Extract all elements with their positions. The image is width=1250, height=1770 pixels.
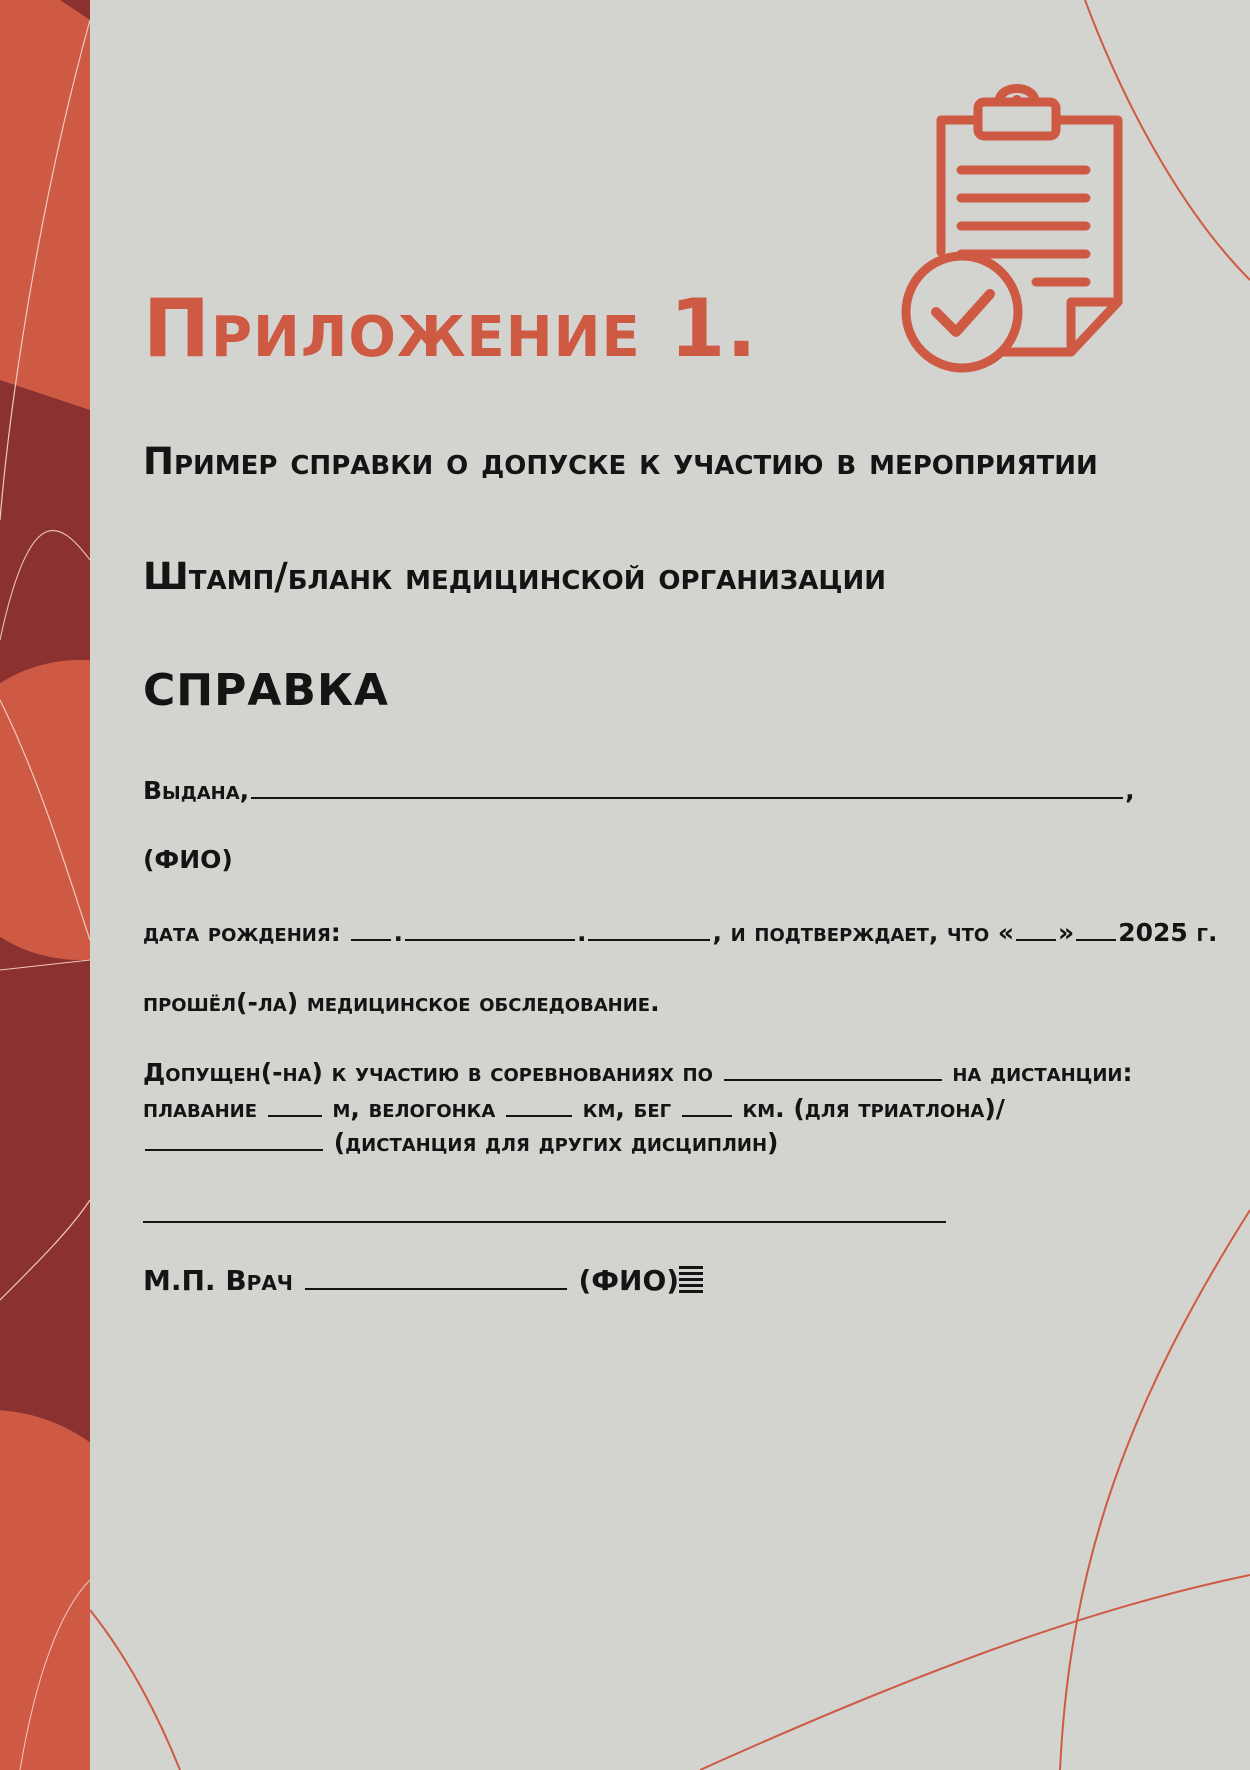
run-unit: км. (для триатлона)/ [742, 1094, 1005, 1123]
admit-label: Допущен(-на) к участию в соревнованиях по [143, 1058, 713, 1087]
bike-unit: км, бег [582, 1094, 672, 1123]
other-distance-line [143, 1128, 778, 1157]
quote-close: » [1058, 918, 1075, 947]
confirm-text: , и подтверждает, что « [712, 918, 1015, 947]
other-note: (дистанция для других дисциплин) [333, 1128, 779, 1157]
bike-blank[interactable] [506, 1097, 572, 1117]
birth-line: дата рождения: . . , и подтверждает, что « » 2025 г. [143, 918, 1218, 947]
barcode-glyph-icon [679, 1266, 703, 1294]
run-blank[interactable] [682, 1097, 732, 1117]
swim-label: плавание [143, 1094, 258, 1123]
document-subtitle: Пример справки о допуске к участию в мероприятии [143, 440, 1098, 483]
distance-label: на дистанции: [952, 1058, 1133, 1087]
doctor-signature-blank[interactable] [305, 1270, 567, 1290]
swim-unit: м, велогонка [332, 1094, 496, 1123]
issued-line: Выдана, , [143, 776, 1135, 805]
other-distance-blank[interactable] [145, 1131, 323, 1151]
seal-doctor-label: М.П. Врач [143, 1264, 293, 1297]
distance-line [143, 1094, 1005, 1123]
exam-line: прошёл(-ла) медицинское обследование. [143, 988, 660, 1017]
birth-day-blank[interactable] [351, 921, 391, 941]
month-blank[interactable] [1076, 921, 1116, 941]
fio-blank[interactable] [251, 779, 1123, 799]
fio-note: (ФИО) [143, 845, 233, 874]
clipboard-check-icon [896, 72, 1136, 376]
stamp-line: Штамп/бланк медицинской организации [143, 555, 887, 598]
birth-label: дата рождения: [143, 918, 341, 947]
day-blank[interactable] [1016, 921, 1056, 941]
issued-label: Выдана, [143, 776, 250, 805]
birth-month-blank[interactable] [405, 921, 575, 941]
admit-line [143, 1058, 1132, 1087]
signature-rule[interactable] [143, 1221, 946, 1223]
document-heading: СПРАВКА [143, 665, 389, 716]
birth-year-blank[interactable] [588, 921, 710, 941]
page-title: Приложение 1. [143, 282, 758, 375]
doctor-line [143, 1264, 703, 1297]
doctor-fio-note: (ФИО) [578, 1264, 680, 1297]
sport-blank[interactable] [724, 1061, 942, 1081]
year-text: 2025 г. [1118, 918, 1218, 947]
swim-blank[interactable] [268, 1097, 322, 1117]
